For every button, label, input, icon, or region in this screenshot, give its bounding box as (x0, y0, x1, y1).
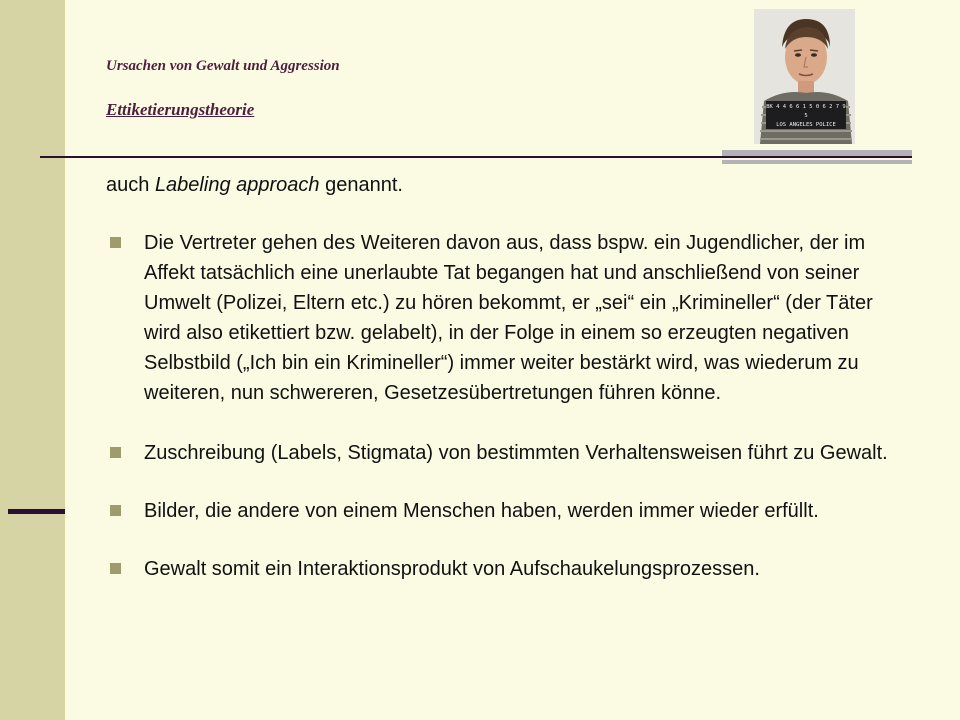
bullet-list (106, 228, 906, 612)
intro-term: Labeling approach (154, 174, 320, 196)
list-item (106, 228, 906, 408)
square-bullet-icon (110, 447, 121, 458)
bullet-text: Zuschreibung (Labels, Stigmata) von bestimmten Verhaltensweisen führt zu Gewalt. (144, 442, 888, 464)
slide-subtitle: Ursachen von Gewalt und Aggression (106, 58, 340, 74)
bullet-text: Die Vertreter gehen des Weiteren davon aus, dass bspw. ein Jugendlicher, der im Affekt tatsächlich eine unerlaubte Tat begangen hat und anschließend von seiner Umwelt (Polizei, Eltern etc.) zu hören bekommt, er „sei“ ein „Krimineller“ (der Täter wird also etikettiert bzw. gelabelt), in der Folge in einem so erzeugten negativen Selbstbild („Ich bin ein Krimineller“) immer weiter bestärkt wird, was wiederum zu weiteren, nun schwereren, Gesetzesübertretungen führen könne. (144, 232, 873, 404)
intro-suffix: genannt. (319, 174, 403, 196)
mugshot-photo (754, 9, 855, 144)
placard-line-1: BK 4 4 6 6 1 5 0 6 2 7 9 5 (766, 104, 846, 119)
grey-divider-thin (722, 160, 912, 164)
list-item (106, 496, 906, 526)
sidebar-accent-mark (8, 509, 65, 514)
square-bullet-icon (110, 563, 121, 574)
placard-text (766, 103, 846, 130)
bullet-text: Bilder, die andere von einem Menschen haben, werden immer wieder erfüllt. (144, 500, 819, 522)
title-divider (40, 156, 912, 158)
intro-prefix: auch (106, 174, 155, 196)
bullet-text: Gewalt somit ein Interaktionsprodukt von Aufschaukelungsprozessen. (144, 558, 760, 580)
placard-line-2: LOS ANGELES POLICE (776, 122, 836, 128)
list-item (106, 554, 906, 584)
left-sidebar-band (0, 0, 65, 720)
slide-title: Ettiketierungstheorie (106, 100, 255, 119)
list-item (106, 438, 906, 468)
square-bullet-icon (110, 237, 121, 248)
square-bullet-icon (110, 505, 121, 516)
intro-text (106, 174, 403, 197)
